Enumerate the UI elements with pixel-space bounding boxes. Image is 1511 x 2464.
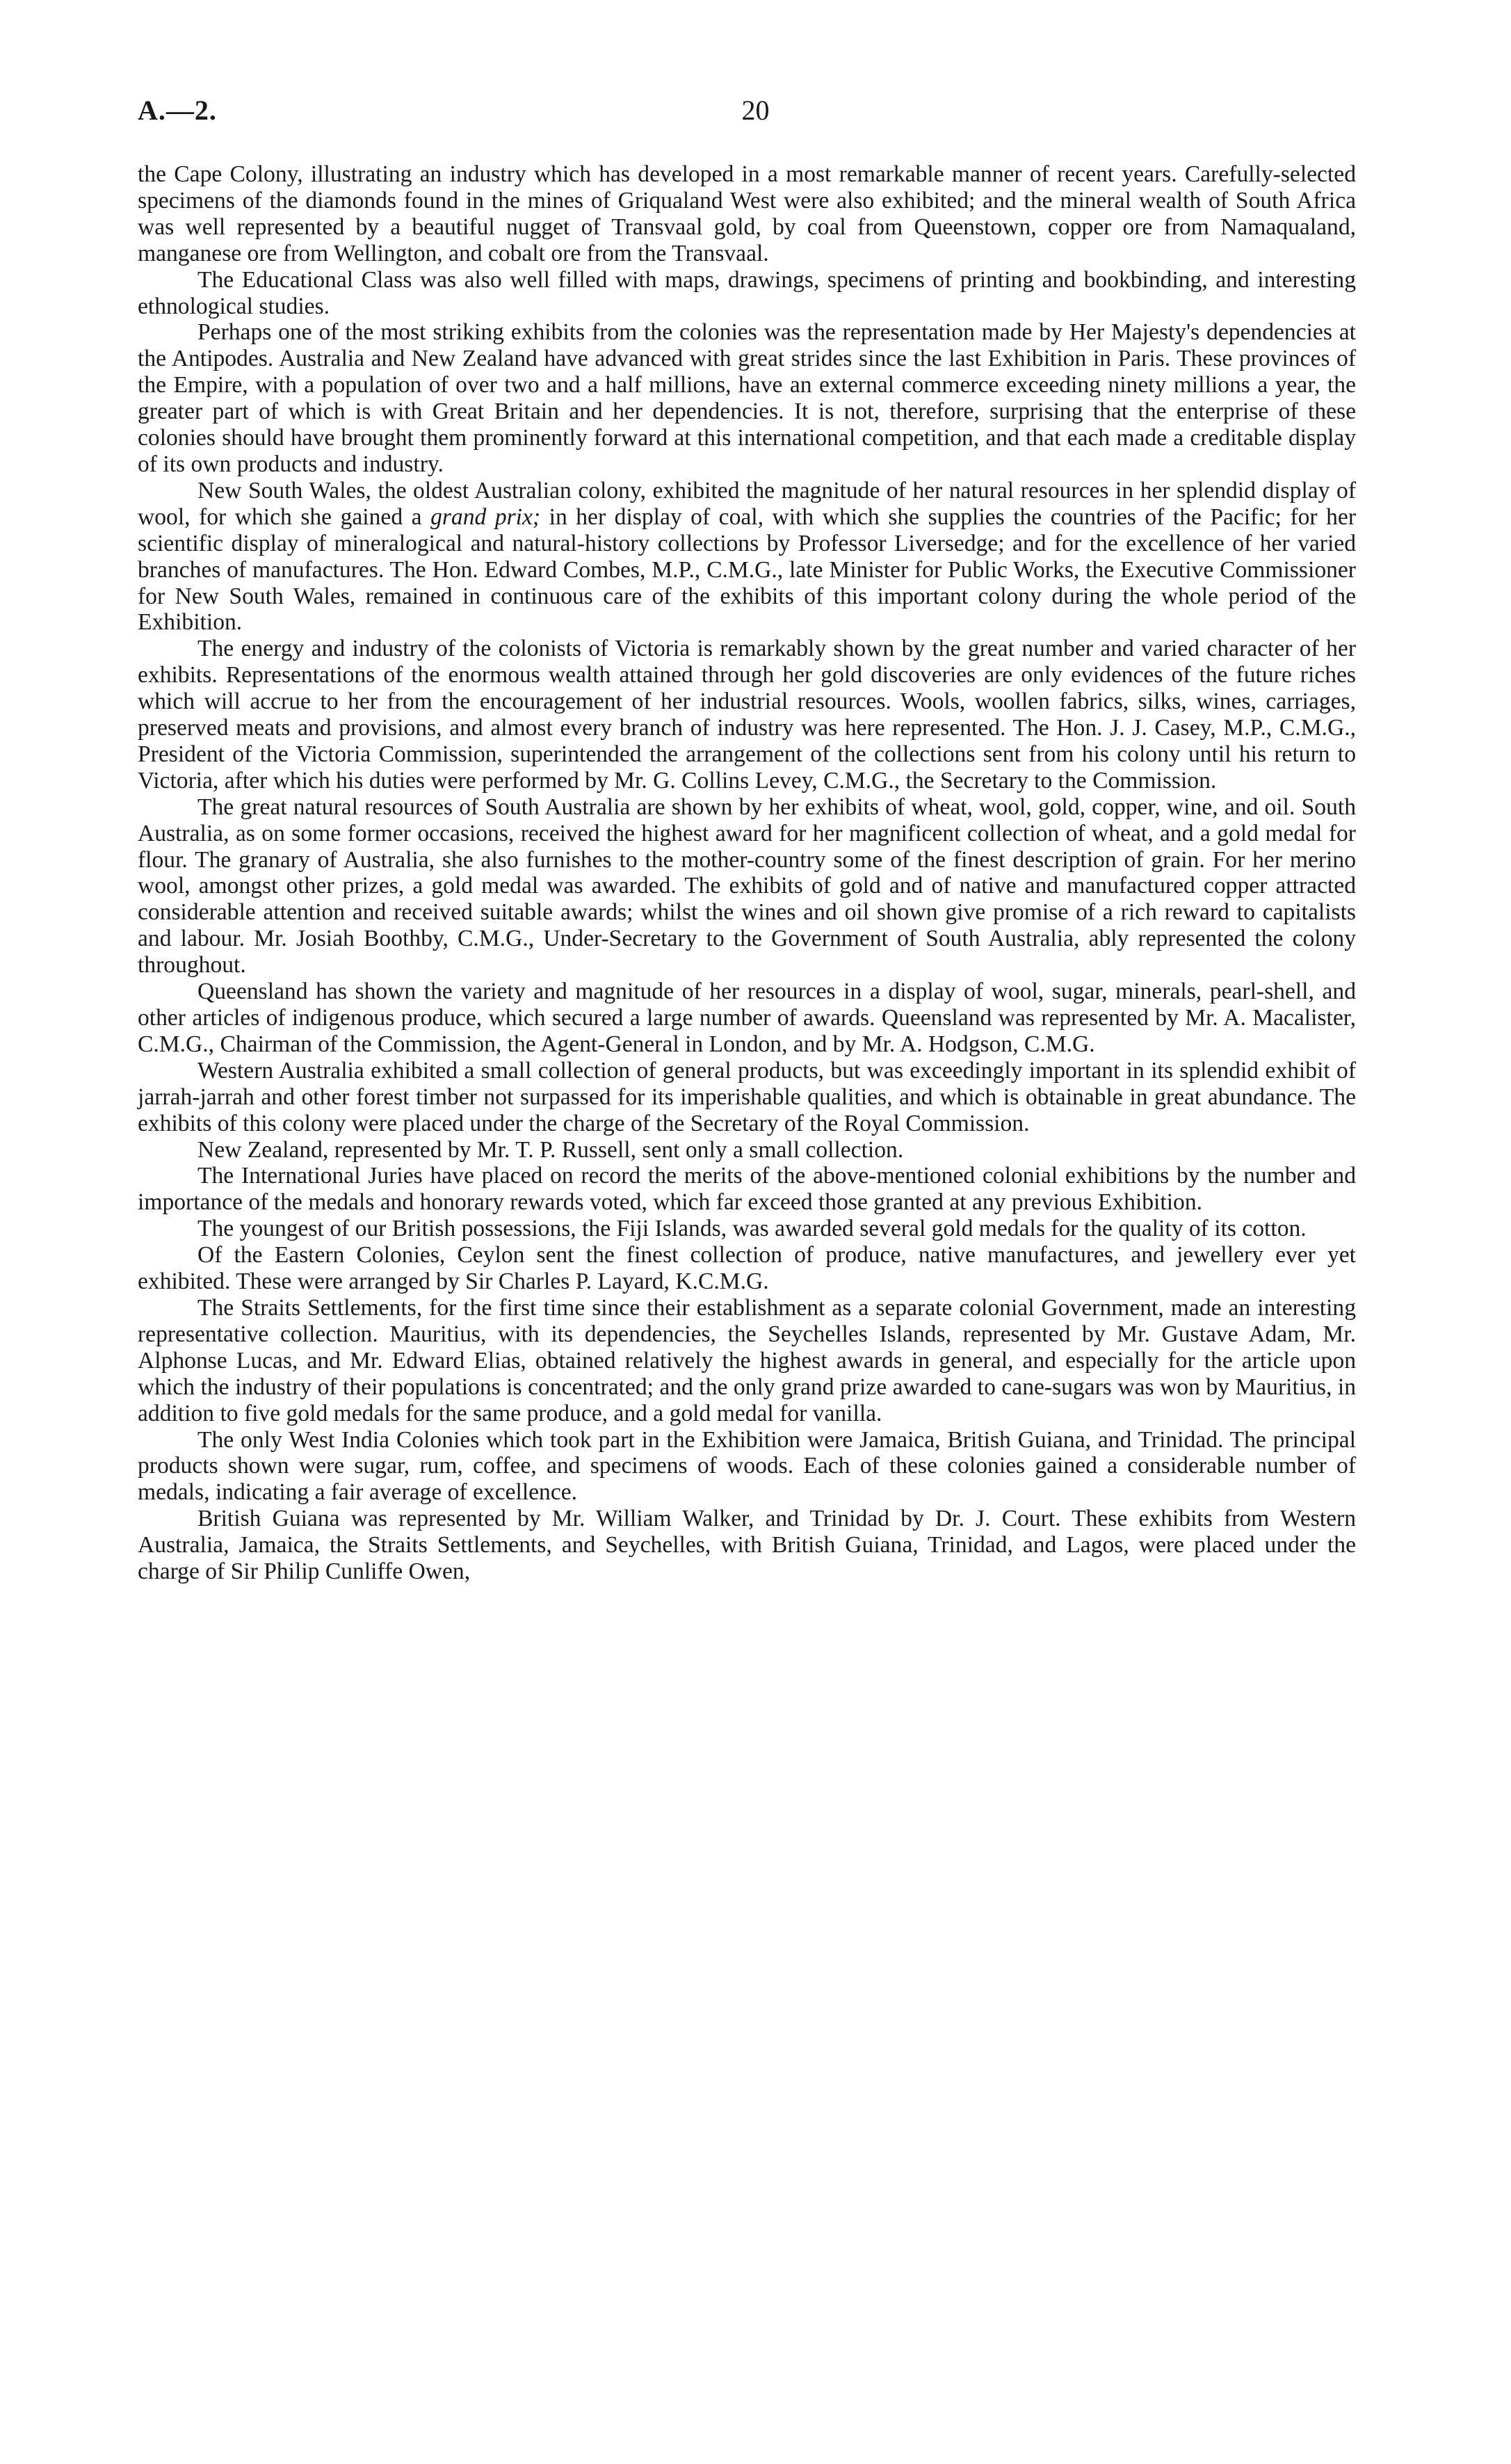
paragraph-cape-colony: the Cape Colony, illustrating an industry which has developed in a most remarkable manner of recent years. Carefully-selected specimens of the diamonds found in the mines of Griqualand West were also exhibited; and the mineral wealth of South Africa was well represented by a beautiful nugget of Transvaal gold, by coal from Queenstown, copper ore from Namaqualand, manganese ore from Wellington, and cobalt ore from the Transvaal.: [138, 161, 1356, 266]
paragraph-british-guiana: British Guiana was represented by Mr. William Walker, and Trinidad by Dr. J. Court. These exhibits from Western Australia, Jamaica, the Straits Settlements, and Seychelles, with British Guiana, Trinidad, and Lagos, were placed under the charge of Sir Philip Cunliffe Owen,: [138, 1506, 1356, 1585]
paragraph-queensland: Queensland has shown the variety and magnitude of her resources in a display of wool, sugar, minerals, pearl-shell, and other articles of indigenous produce, which secured a large number of awards. Queensland was represented by Mr. A. Macalister, C.M.G., Chairman of the Commission, the Agent-General in London, and by Mr. A. Hodgson, C.M.G.: [138, 979, 1356, 1057]
paragraph-text-before: New South Wales, the oldest Australian colony, exhibited the magnitude of her natural resources in her splendid display of wool, for which she gained a: [138, 477, 1356, 530]
paragraph-straits-settlements: The Straits Settlements, for the first time since their establishment as a separate colonial Government, made an interesting representative collection. Mauritius, with its dependencies, the Seychelles Islands, represented by Mr. Gustave Adam, Mr. Alphonse Lucas, and Mr. Edward Elias, obtained relatively the highest awards in general, and especially for the article upon which the industry of their populations is concentrated; and the only grand prize awarded to cane-sugars was won by Mauritius, in addition to five gold medals for the same produce, and a gold medal for vanilla.: [138, 1294, 1356, 1426]
paragraph-western-australia: Western Australia exhibited a small collection of general products, but was exceedingly important in its splendid exhibit of jarrah-jarrah and other forest timber not surpassed for its imperishable qualities, and which is obtainable in great abundance. The exhibits of this colony were placed under the charge of the Secretary of the Royal Commission.: [138, 1057, 1356, 1136]
paragraph-text-after: in her display of coal, with which she supplies the countries of the Pacific; for her scientific display of mineralogical and natural-history collections by Professor Liversedge; and for the excellence of her varied branches of manufactures. The Hon. Edward Combes, M.P., C.M.G., late Minister for Public Works, the Executive Commissioner for New South Wales, remained in continuous care of the exhibits of this important colony during the whole period of the Exhibition.: [138, 504, 1357, 636]
paragraph-antipodes: Perhaps one of the most striking exhibits from the colonies was the representation made by Her Majesty's dependencies at the Antipodes. Australia and New Zealand have advanced with great strides since the last Exhibition in Paris. These provinces of the Empire, with a population of over two and a half millions, have an external commerce exceeding ninety millions a year, the greater part of which is with Great Britain and her dependencies. It is not, therefore, surprising that the enterprise of these colonies should have brought them prominently forward at this international competition, and that each made a creditable display of its own products and industry.: [138, 319, 1356, 477]
paragraph-fiji: The youngest of our British possessions, the Fiji Islands, was awarded several gold medals for the quality of its cotton.: [197, 1216, 1307, 1242]
body-text: [138, 161, 1356, 1585]
paragraph-victoria: The energy and industry of the colonists of Victoria is remarkably shown by the great number and varied character of her exhibits. Representations of the enormous wealth attained through her gold discoveries are only evidences of the future riches which will accrue to her from the encouragement of her industrial resources. Wools, woollen fabrics, silks, wines, carriages, preserved meats and provisions, and almost every branch of industry was here represented. The Hon. J. J. Casey, M.P., C.M.G., President of the Victoria Commission, superintended the arrangement of the collections sent from his colony until his return to Victoria, after which his duties were performed by Mr. G. Collins Levey, C.M.G., the Secretary to the Commission.: [138, 636, 1356, 794]
paragraph-educational-class: The Educational Class was also well filled with maps, drawings, specimens of printing and bookbinding, and interesting ethnological studies.: [138, 266, 1356, 319]
paragraph-ceylon: Of the Eastern Colonies, Ceylon sent the finest collection of produce, native manufactures, and jewellery ever yet exhibited. These were arranged by Sir Charles P. Layard, K.C.M.G.: [138, 1242, 1356, 1295]
paragraph-new-south-wales: [138, 478, 1356, 636]
paragraph-south-australia: The great natural resources of South Australia are shown by her exhibits of wheat, wool, gold, copper, wine, and oil. South Australia, as on some former occasions, received the highest award for her magnificent collection of wheat, and a gold medal for flour. The granary of Australia, she also furnishes to the mother-country some of the finest description of grain. For her merino wool, amongst other prizes, a gold medal was awarded. The exhibits of gold and of native and manufactured copper attracted considerable attention and received suitable awards; whilst the wines and oil shown give promise of a rich reward to capitalists and labour. Mr. Josiah Boothby, C.M.G., Under-Secretary to the Government of South Australia, ably represented the colony throughout.: [138, 794, 1356, 979]
page-header: [138, 94, 1373, 136]
paragraph-new-zealand: New Zealand, represented by Mr. T. P. Russell, sent only a small collection.: [197, 1136, 904, 1163]
page-number: 20: [741, 95, 770, 126]
paragraph-west-india: The only West India Colonies which took part in the Exhibition were Jamaica, British Guiana, and Trinidad. The principal products shown were sugar, rum, coffee, and specimens of woods. Each of these colonies gained a considerable number of medals, indicating a fair average of excellence.: [138, 1426, 1356, 1506]
italic-grand-prix: grand prix;: [430, 504, 541, 530]
document-code: A.—2.: [138, 95, 217, 126]
paragraph-international-juries: The International Juries have placed on record the merits of the above-mentioned colonial exhibitions by the number and importance of the medals and honorary rewards voted, which far exceed those granted at any previous Exhibition.: [138, 1163, 1356, 1216]
